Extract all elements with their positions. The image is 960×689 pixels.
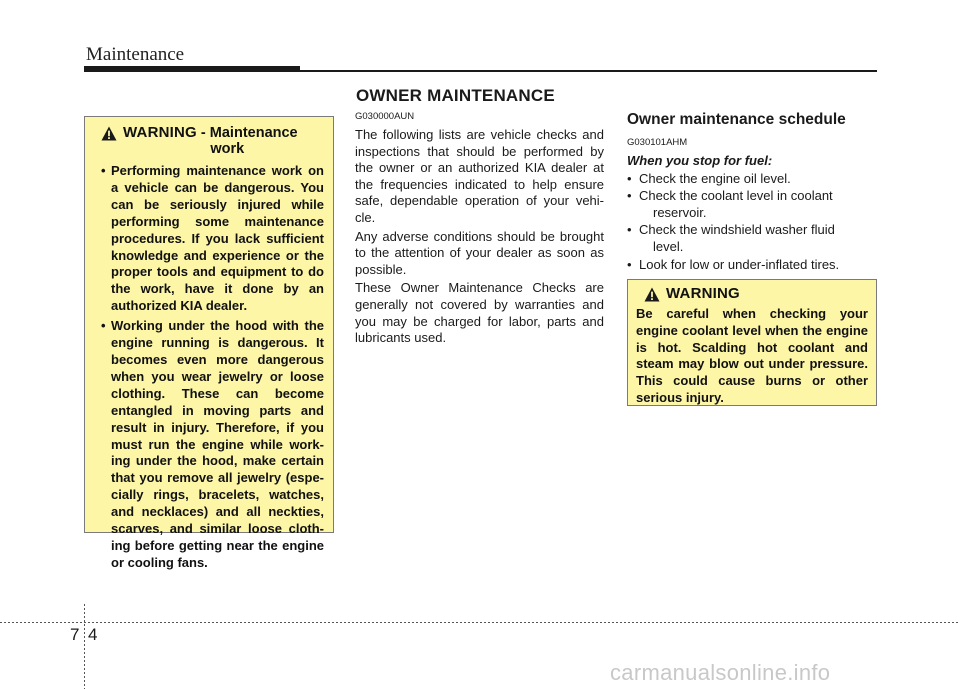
intro-column: [355, 110, 604, 349]
section-title: OWNER MAINTENANCE: [356, 86, 555, 105]
page-header-title: Maintenance: [86, 44, 185, 65]
list-item: • Check the coolant level in coolant reservoir.: [627, 188, 877, 221]
list-item: • Performing maintenance work on a vehicle can be dangerous. You can be seriously injured while performing some maintenance procedures. If you lack sufficient knowledge and experience or the proper tools and equipment to do the work, have it done by an authorized KIA dealer.: [101, 163, 324, 315]
coolant-warning-box: [627, 279, 877, 406]
intro-doc-code: G030000AUN: [355, 111, 415, 122]
list-item: • Check the engine oil level.: [627, 171, 877, 188]
schedule-doc-code: G030101AHM: [627, 137, 688, 148]
warning-subject-cont: work: [210, 141, 245, 157]
header-rule-thick: [84, 66, 300, 72]
warning-triangle-icon: [101, 126, 117, 141]
fuel-stop-checklist: [627, 171, 877, 274]
list-item: • Working under the hood with the engine running is dangerous. It becomes even more dangerous when you wear jewelry or loose clothing. These can become entangled in moving parts and result in injury. Therefore, if you must run the engine while work-ing under the hood, make certain that you remove all jewelry (espe-cially rings, bracelets, watches, and necklaces) and all neckties, scarves, and similar loose cloth-ing before getting near the engine or cooling fans.: [101, 318, 324, 572]
footer-rule: [0, 622, 960, 623]
schedule-column: [627, 110, 877, 274]
warning-label: WARNING: [666, 285, 740, 302]
fuel-stop-heading: When you stop for fuel:: [627, 153, 773, 168]
header-rule-thin: [300, 70, 877, 72]
maintenance-warning-list: [101, 163, 324, 572]
list-item: • Check the windshield washer fluid level.: [627, 222, 877, 255]
page-chapter-number: 7: [70, 625, 80, 644]
page-number: 4: [88, 625, 98, 644]
footer-divider: [84, 604, 85, 689]
intro-paragraph: Any adverse conditions should be brought to the attention of your dealer as soon as possible.: [355, 228, 604, 277]
coolant-warning-text: Be careful when checking your engine coolant level when the engine is hot. Scalding hot coolant and steam may blow out under pressure. This could cause burns or other serious injury.: [636, 306, 868, 405]
warning-subject: - Maintenance: [196, 125, 298, 141]
intro-paragraph: The following lists are vehicle checks and inspections that should be performed by the owner or an authorized KIA dealer at the frequencies indicated to help ensure safe, dependable operation of your vehi-cle.: [355, 127, 604, 225]
schedule-title: Owner maintenance schedule: [627, 111, 846, 128]
intro-paragraph: These Owner Maintenance Checks are generally not covered by warranties and you may be charged for labor, parts and lubricants used.: [355, 280, 604, 346]
coolant-warning-heading: [636, 286, 868, 302]
warning-triangle-icon: [644, 287, 660, 302]
warning-label: WARNING: [123, 124, 197, 141]
maintenance-warning-heading: [101, 125, 324, 157]
maintenance-warning-box: [84, 116, 334, 570]
list-item: • Look for low or under-inflated tires.: [627, 257, 877, 274]
watermark: carmanualsonline.info: [610, 660, 831, 685]
